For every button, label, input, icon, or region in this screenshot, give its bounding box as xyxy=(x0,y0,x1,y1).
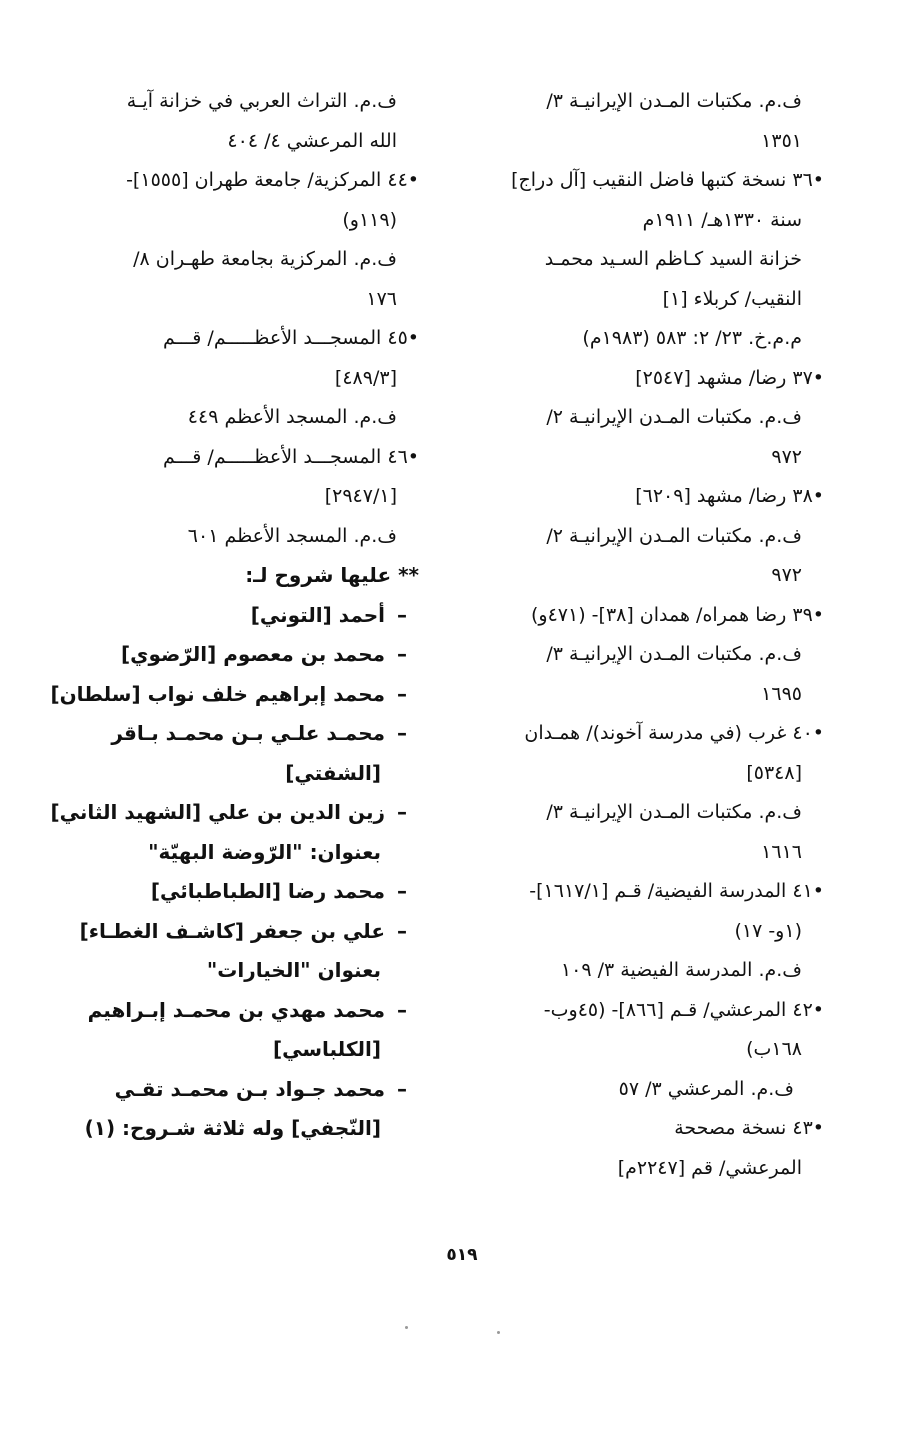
line-text: [الكلباسي] xyxy=(272,1037,381,1061)
dash-bullet: – xyxy=(397,642,407,666)
dash-bullet: – xyxy=(397,918,407,943)
line-text: [٢٩٤٧/١] xyxy=(324,485,397,507)
line-text: ف.م. مكتبات المـدن الإيرانيـة ٢/ xyxy=(546,406,802,428)
right-column-line xyxy=(494,517,824,557)
right-column-line xyxy=(494,1149,824,1189)
left-column-line xyxy=(99,477,419,517)
left-column-line xyxy=(99,833,419,873)
line-text: ١٧٦ xyxy=(366,287,397,310)
dash-bullet: – xyxy=(397,681,407,706)
right-column-line xyxy=(494,398,824,438)
line-text: المرعشي/ قم [٢٢٤٧م] xyxy=(617,1156,802,1179)
right-column-line xyxy=(494,477,824,517)
right-column-line xyxy=(494,1070,824,1110)
right-column-line xyxy=(494,438,824,478)
dash-bullet: – xyxy=(397,602,407,627)
line-text: •٤٦ المسجـــد الأعظـــــم/ قـــم xyxy=(162,445,419,468)
dash-bullet: – xyxy=(397,721,407,745)
line-text: [٥٣٤٨] xyxy=(746,761,802,784)
line-text: (١١٩و) xyxy=(342,208,397,231)
line-text: ف.م. مكتبات المـدن الإيرانيـة ٣/ xyxy=(546,90,802,112)
line-text: •٣٩ رضا همراه/ همدان [٣٨]- (٤٧١و) xyxy=(530,603,824,626)
line-text: (١و- ١٧) xyxy=(734,919,802,942)
line-text: [النّجفي] وله ثلاثة شـروح: (١) xyxy=(84,1116,381,1140)
line-text: بعنوان: "الرّوضة البهيّة" xyxy=(148,839,381,864)
right-column-line xyxy=(494,201,824,241)
left-column-line xyxy=(99,280,419,320)
dash-bullet: – xyxy=(397,997,407,1022)
left-column-line xyxy=(99,240,419,280)
right-column-line xyxy=(494,793,824,833)
right-column-line xyxy=(494,675,824,715)
left-column-line xyxy=(99,754,419,794)
right-column-line xyxy=(494,161,824,201)
right-column-line xyxy=(494,833,824,873)
line-text: محمد بن معصوم [الرّضوي] xyxy=(120,642,385,666)
dash-bullet: – xyxy=(397,879,407,903)
line-text: [٤٨٩/٣] xyxy=(334,366,397,389)
line-text: علي بن جعفر [كاشـف الغطـاء] xyxy=(79,918,385,943)
right-column-line xyxy=(494,991,824,1031)
left-column-line xyxy=(99,517,419,557)
left-column-line xyxy=(99,951,419,991)
line-text: ١٦٨ب) xyxy=(746,1038,802,1060)
line-text: •٤٤ المركزية/ جامعة طهران [١٥٥٥]- xyxy=(126,169,419,191)
line-text: محمد مهدي بن محمـد إبـراهيم xyxy=(87,997,385,1022)
left-column-line xyxy=(99,359,419,399)
right-column-line xyxy=(494,714,824,754)
line-text: الله المرعشي ٤/ ٤٠٤ xyxy=(227,129,397,152)
left-column-line xyxy=(99,122,419,162)
left-column-line xyxy=(99,596,419,636)
right-column-line xyxy=(494,596,824,636)
left-column-line xyxy=(99,82,419,122)
right-column-line xyxy=(494,951,824,991)
line-text: ١٦١٦ xyxy=(761,840,802,863)
line-text: ١٦٩٥ xyxy=(761,682,802,705)
line-text: محمد جـواد بـن محمـد تقـي xyxy=(114,1076,385,1101)
left-column-line xyxy=(99,438,419,478)
line-text: [الشفتي] xyxy=(285,760,381,785)
right-column-line xyxy=(494,635,824,675)
scan-speck xyxy=(497,1331,500,1334)
line-text: ** عليها شروح لـ: xyxy=(245,563,419,587)
page-number: ٥١٩ xyxy=(446,1245,478,1265)
right-column-line xyxy=(494,359,824,399)
left-column-line xyxy=(84,1109,419,1149)
left-column-line xyxy=(99,1070,419,1110)
line-text: ف.م. التراث العربي في خزانة آيـة xyxy=(126,90,397,112)
left-column-line xyxy=(99,319,419,359)
dash-bullet: – xyxy=(397,800,407,824)
line-text: ٩٧٢ xyxy=(771,445,802,468)
line-text: ف.م. مكتبات المـدن الإيرانيـة ٣/ xyxy=(546,801,802,823)
line-text: ١٣٥١ xyxy=(761,129,802,152)
line-text: •٣٨ رضا/ مشهد [٦٢٠٩] xyxy=(635,485,824,507)
left-column-line xyxy=(99,161,419,201)
left-column-line xyxy=(99,1030,419,1070)
right-column-line xyxy=(494,556,824,596)
left-column-line xyxy=(99,201,419,241)
left-column-line xyxy=(50,675,419,715)
left-column-line xyxy=(99,714,419,754)
line-text: محمـد علـي بـن محمـد بـاقر xyxy=(111,721,385,745)
line-text: م.م.خ. ٢٣/ ٢: ٥٨٣ (١٩٨٣م) xyxy=(582,327,802,349)
right-column-line xyxy=(494,240,824,280)
left-column xyxy=(50,82,419,1149)
line-text: محمد رضا [الطباطبائي] xyxy=(150,879,385,903)
line-text: ٩٧٢ xyxy=(771,564,802,586)
left-column-line xyxy=(99,872,419,912)
line-text: ف.م. المدرسة الفيضية ٣/ ١٠٩ xyxy=(560,959,802,981)
line-text: ف.م. المرعشي ٣/ ٥٧ xyxy=(618,1077,794,1100)
line-text: زين الدين بن علي [الشهيد الثاني] xyxy=(50,800,385,824)
right-column-line xyxy=(494,122,824,162)
line-text: •٤٥ المسجـــد الأعظـــــم/ قـــم xyxy=(162,327,419,349)
line-text: ف.م. مكتبات المـدن الإيرانيـة ٢/ xyxy=(546,524,802,547)
right-column-line xyxy=(494,754,824,794)
dash-bullet: – xyxy=(397,1076,407,1101)
line-text: محمد إبراهيم خلف نواب [سلطان] xyxy=(50,681,385,706)
right-column-line xyxy=(494,1109,824,1149)
line-text: •٤٢ المرعشي/ قـم [٨٦٦]- (٤٥وب- xyxy=(543,998,824,1021)
line-text: أحمد [التوني] xyxy=(250,602,385,627)
right-column-line xyxy=(494,319,824,359)
line-text: •٣٦ نسخة كتبها فاضل النقيب [آل دراج] xyxy=(511,169,824,191)
line-text: بعنوان "الخيارات" xyxy=(206,958,381,982)
line-text: •٤٣ نسخة مصححة xyxy=(674,1117,824,1139)
right-column xyxy=(494,82,824,1188)
line-text: •٣٧ رضا/ مشهد [٢٥٤٧] xyxy=(635,366,824,389)
line-text: خزانة السيد كـاظم السـيد محمـد xyxy=(544,248,802,270)
line-text: سنة ١٣٣٠هـ/ ١٩١١م xyxy=(642,208,802,231)
line-text: ف.م. المسجد الأعظم ٦٠١ xyxy=(187,524,397,547)
left-column-line xyxy=(99,556,419,596)
scan-speck xyxy=(405,1326,408,1329)
left-column-line xyxy=(79,912,419,952)
line-text: ف.م. مكتبات المـدن الإيرانيـة ٣/ xyxy=(546,643,802,665)
right-column-line xyxy=(494,1030,824,1070)
line-text: •٤٠ غرب (في مدرسة آخوند)/ همـدان xyxy=(524,722,824,744)
line-text: ف.م. المركزية بجامعة طهـران ٨/ xyxy=(133,248,397,270)
left-column-line xyxy=(50,793,419,833)
left-column-line xyxy=(99,398,419,438)
line-text: •٤١ المدرسة الفيضية/ قـم [١٦١٧/١]- xyxy=(529,880,824,902)
line-text: ف.م. المسجد الأعظم ٤٤٩ xyxy=(187,406,397,428)
right-column-line xyxy=(494,912,824,952)
left-column-line xyxy=(99,635,419,675)
right-column-line xyxy=(494,280,824,320)
line-text: النقيب/ كربلاء [١] xyxy=(662,287,802,310)
left-column-line xyxy=(87,991,419,1031)
right-column-line xyxy=(494,872,824,912)
right-column-line xyxy=(494,82,824,122)
